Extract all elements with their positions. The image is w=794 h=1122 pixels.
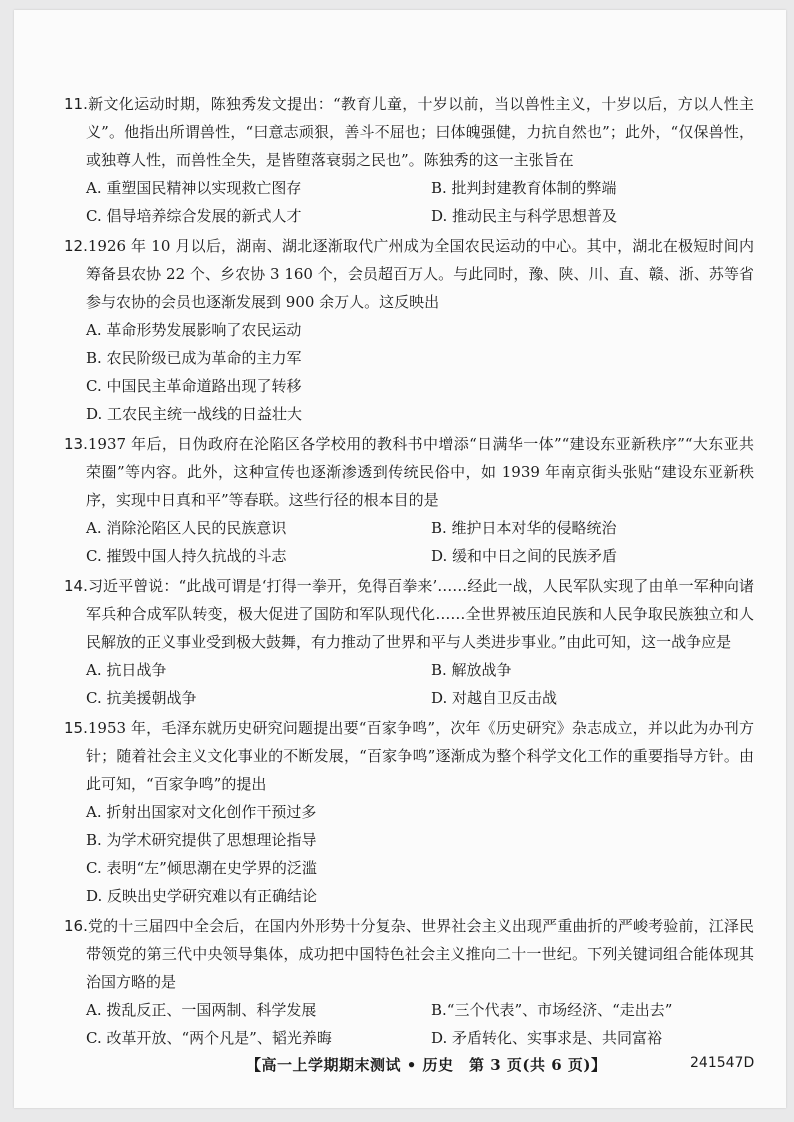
options xyxy=(64,514,754,570)
options xyxy=(64,996,754,1052)
question-number: 12. xyxy=(64,237,88,255)
options xyxy=(64,798,754,910)
question-list xyxy=(64,90,754,1054)
option-c[interactable]: C. 表明“左”倾思潮在史学界的泛滥 xyxy=(86,859,317,877)
exam-page xyxy=(14,10,786,1108)
question-15 xyxy=(64,714,754,910)
question-stem xyxy=(64,232,754,316)
option-c[interactable]: C. 中国民主革命道路出现了转移 xyxy=(86,377,302,395)
question-stem xyxy=(64,912,754,996)
question-text: 新文化运动时期，陈独秀发文提出：“教育儿童，十岁以前，当以兽性主义，十岁以后，方以人性主义”。他指出所谓兽性，“曰意志顽狠，善斗不屈也；曰体魄强健，力抗自然也”；此外，“仅保兽性，或独尊人性，而兽性全失，是皆堕落衰弱之民也”。陈独秀的这一主张旨在 xyxy=(86,95,754,169)
option-c[interactable]: C. 倡导培养综合发展的新式人才 xyxy=(86,207,302,225)
option-d[interactable]: D. 工农民主统一战线的日益壮大 xyxy=(86,405,303,423)
question-text: 习近平曾说：“此战可谓是‘打得一拳开，免得百拳来’……经此一战，人民军队实现了由单一军种向诸军兵种合成军队转变，极大促进了国防和军队现代化……全世界被压迫民族和人民争取民族独立和人民解放的正义事业受到极大鼓舞，有力推动了世界和平与人类进步事业。”由此可知，这一战争应是 xyxy=(86,577,754,651)
question-14 xyxy=(64,572,754,712)
option-c[interactable]: C. 抗美援朝战争 xyxy=(86,689,197,707)
option-a[interactable]: A. 重塑国民精神以实现救亡图存 xyxy=(86,179,302,197)
footer-title: 【高一上学期期末测试 • 历史 第 3 页(共 6 页)】 xyxy=(246,1056,607,1074)
question-16 xyxy=(64,912,754,1052)
question-text: 党的十三届四中全会后，在国内外形势十分复杂、世界社会主义出现严重曲折的严峻考验前，江泽民带领党的第三代中央领导集体，成功把中国特色社会主义推向二十一世纪。下列关键词组合能体现其治国方略的是 xyxy=(86,917,754,991)
question-number: 13. xyxy=(64,435,88,453)
question-number: 14. xyxy=(64,577,88,595)
option-b[interactable]: B. 农民阶级已成为革命的主力军 xyxy=(86,349,302,367)
option-d[interactable]: D. 矛盾转化、实事求是、共同富裕 xyxy=(431,1029,663,1047)
option-c[interactable]: C. 改革开放、“两个凡是”、韬光养晦 xyxy=(86,1029,332,1047)
option-a[interactable]: A. 拨乱反正、一国两制、科学发展 xyxy=(86,1001,317,1019)
question-stem xyxy=(64,572,754,656)
question-13 xyxy=(64,430,754,570)
option-b[interactable]: B. 批判封建教育体制的弊端 xyxy=(431,179,617,197)
options xyxy=(64,656,754,712)
options xyxy=(64,174,754,230)
option-d[interactable]: D. 反映出史学研究难以有正确结论 xyxy=(86,887,318,905)
option-c[interactable]: C. 摧毁中国人持久抗战的斗志 xyxy=(86,547,287,565)
question-number: 11. xyxy=(64,95,88,113)
question-stem xyxy=(64,430,754,514)
option-d[interactable]: D. 推动民主与科学思想普及 xyxy=(431,207,618,225)
options xyxy=(64,316,754,428)
option-b[interactable]: B.“三个代表”、市场经济、“走出去” xyxy=(431,1001,673,1019)
option-b[interactable]: B. 维护日本对华的侵略统治 xyxy=(431,519,617,537)
page-footer xyxy=(14,1054,786,1076)
question-number: 15. xyxy=(64,719,88,737)
option-a[interactable]: A. 消除沦陷区人民的民族意识 xyxy=(86,519,287,537)
option-d[interactable]: D. 缓和中日之间的民族矛盾 xyxy=(431,547,618,565)
question-stem xyxy=(64,714,754,798)
exam-code: 241547D xyxy=(690,1055,755,1071)
question-stem xyxy=(64,90,754,174)
option-a[interactable]: A. 抗日战争 xyxy=(86,661,167,679)
question-text: 1937 年后，日伪政府在沦陷区各学校用的教科书中增添“日满华一体”“建设东亚新秩序”“大东亚共荣圈”等内容。此外，这种宣传也逐渐渗透到传统民俗中，如 1939 年南京街头张贴“建设东亚新秩序，实现中日真和平”等春联。这些行径的根本目的是 xyxy=(86,435,754,509)
option-a[interactable]: A. 折射出国家对文化创作干预过多 xyxy=(86,803,317,821)
option-d[interactable]: D. 对越自卫反击战 xyxy=(431,689,558,707)
option-a[interactable]: A. 革命形势发展影响了农民运动 xyxy=(86,321,302,339)
question-number: 16. xyxy=(64,917,88,935)
question-text: 1926 年 10 月以后，湖南、湖北逐渐取代广州成为全国农民运动的中心。其中，湖北在极短时间内筹备县农协 22 个、乡农协 3 160 个，会员超百万人。与此同时，豫、陕、川、直、赣、浙、苏等省参与农协的会员也逐渐发展到 900 余万人。这反映出 xyxy=(86,237,754,311)
question-text: 1953 年，毛泽东就历史研究问题提出要“百家争鸣”，次年《历史研究》杂志成立，并以此为办刊方针；随着社会主义文化事业的不断发展，“百家争鸣”逐渐成为整个科学文化工作的重要指导方针。由此可知，“百家争鸣”的提出 xyxy=(86,719,754,793)
option-b[interactable]: B. 为学术研究提供了思想理论指导 xyxy=(86,831,317,849)
option-b[interactable]: B. 解放战争 xyxy=(431,661,512,679)
question-11 xyxy=(64,90,754,230)
question-12 xyxy=(64,232,754,428)
